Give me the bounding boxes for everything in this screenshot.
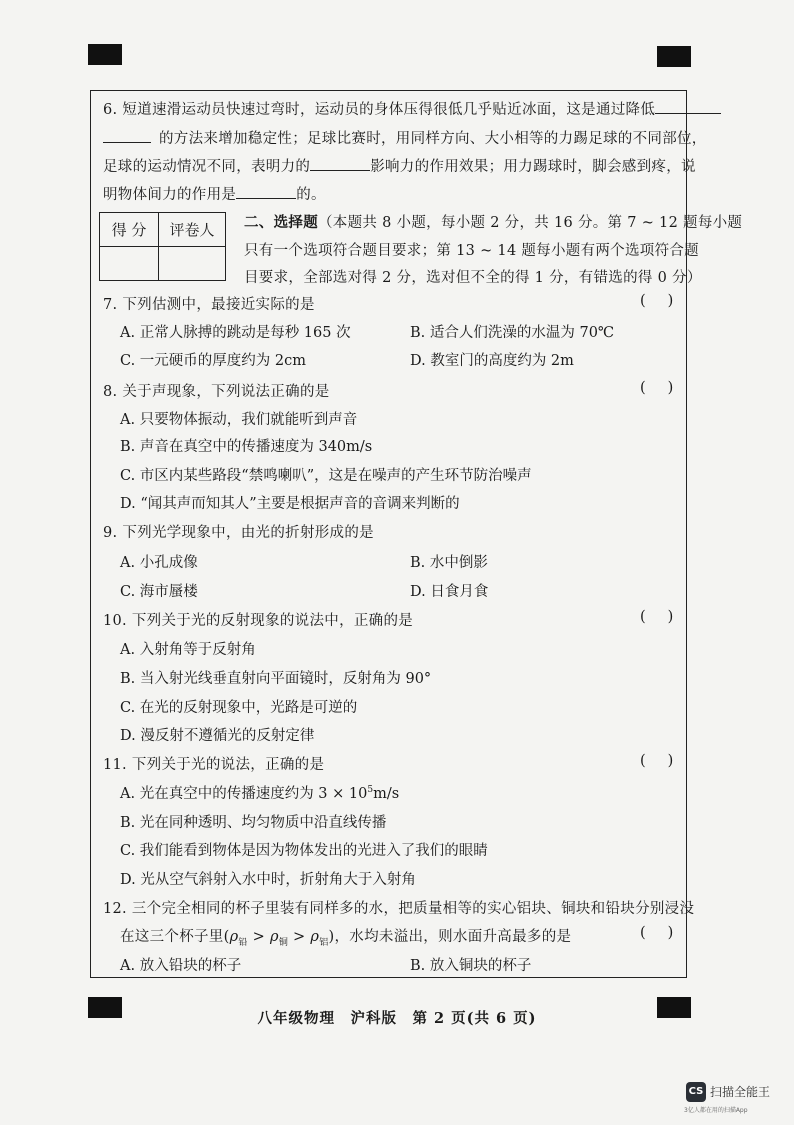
answer-blank[interactable] [236,184,296,199]
scanner-watermark [686,1081,770,1102]
q7-stem: 7. 下列估测中，最接近实际的是 [103,297,315,313]
q10-option-d: D. 漫反射不遵循光的反射定律 [120,728,315,744]
q9-option-d: D. 日食月食 [410,584,489,600]
answer-blank[interactable] [310,156,370,171]
watermark-subtitle: 3亿人都在用的扫描App [684,1107,748,1114]
q8-option-a: A. 只要物体振动，我们就能听到声音 [120,412,358,428]
score-table [99,212,226,281]
score-cell[interactable] [100,247,159,281]
q6-line1: 6. 短道速滑运动员快速过弯时，运动员的身体压得很低几乎贴近冰面，这是通过降低 [103,98,721,119]
q8-option-d: D. “闻其声而知其人”主要是根据声音的音调来判断的 [120,496,460,512]
q7-option-d: D. 教室门的高度约为 2m [410,353,574,369]
section2-line2: 只有一个选项符合题目要求；第 13 ~ 14 题每小题有两个选项符合题 [244,243,699,259]
q11-option-b: B. 光在同种透明、均匀物质中沿直线传播 [120,815,387,831]
q7-option-c: C. 一元硬币的厚度约为 2cm [120,353,306,369]
q9-option-a: A. 小孔成像 [120,555,198,571]
q9-option-c: C. 海市蜃楼 [120,584,198,600]
q12-line2: 在这三个杯子里$(\rho_铅 > \rho_铜 > \rho_铝)$，水均未溢出，则水面升高最多的是 [120,929,572,948]
q10-stem: 10. 下列关于光的反射现象的说法中，正确的是 [103,613,414,629]
q10-option-a: A. 入射角等于反射角 [120,642,256,658]
page-footer: 八年级物理 沪科版 第 2 页(共 6 页) [257,1010,537,1027]
answer-blank[interactable] [103,128,151,143]
q8-option-b: B. 声音在真空中的传播速度为 340m/s [120,439,373,455]
section2-line3: 目要求，全部选对得 2 分，选对但不全的得 1 分，有错选的得 0 分） [244,270,702,286]
q7-option-b: B. 适合人们洗澡的水温为 70℃ [410,325,615,341]
watermark-name: 扫描全能王 [710,1085,771,1099]
q12-line1: 12. 三个完全相同的杯子里装有同样多的水，把质量相等的实心铝块、铜块和铅块分别浸没 [103,901,695,917]
q10-option-b: B. 当入射光线垂直射向平面镜时，反射角为 90° [120,671,432,687]
registration-mark-top-left [88,44,122,65]
answer-paren[interactable]: () [640,293,696,309]
answer-paren[interactable]: () [640,753,696,769]
answer-blank[interactable] [655,99,721,114]
registration-mark-top-right [657,46,691,67]
answer-paren[interactable]: () [640,925,696,941]
q12-option-b: B. 放入铜块的杯子 [410,958,532,974]
q11-option-c: C. 我们能看到物体是因为物体发出的光进入了我们的眼睛 [120,843,488,859]
q11-option-d: D. 光从空气斜射入水中时，折射角大于入射角 [120,872,416,888]
score-header: 得 分 [100,213,159,247]
answer-paren[interactable]: () [640,609,696,625]
section2-line1: 二、选择题（本题共 8 小题，每小题 2 分，共 16 分。第 7 ~ 12 题每小题 [244,214,743,231]
q8-stem: 8. 关于声现象，下列说法正确的是 [103,384,330,400]
q9-stem: 9. 下列光学现象中，由光的折射形成的是 [103,525,374,541]
q12-option-a: A. 放入铅块的杯子 [120,958,242,974]
q11-option-a: A. 光在真空中的传播速度约为 $3 \times 10^5m/s$ [120,785,400,802]
q8-option-c: C. 市区内某些路段“禁鸣喇叭”，这是在噪声的产生环节防治噪声 [120,468,532,484]
q6-line3: 足球的运动情况不同，表明力的 影响力的作用效果；用力踢球时，脚会感到疼，说 [103,155,696,176]
q10-option-c: C. 在光的反射现象中，光路是可逆的 [120,700,358,716]
camscanner-icon: CS [686,1082,706,1102]
answer-paren[interactable]: () [640,380,696,396]
q9-option-b: B. 水中倒影 [410,555,488,571]
q6-line2: 的方法来增加稳定性；足球比赛时，用同样方向、大小相等的力踢足球的不同部位， [103,127,707,148]
q11-stem: 11. 下列关于光的说法，正确的是 [103,757,325,773]
q6-line4: 明物体间力的作用是 的。 [103,183,326,204]
grader-cell[interactable] [159,247,226,281]
grader-header: 评卷人 [159,213,226,247]
q7-option-a: A. 正常人脉搏的跳动是每秒 165 次 [120,325,351,341]
